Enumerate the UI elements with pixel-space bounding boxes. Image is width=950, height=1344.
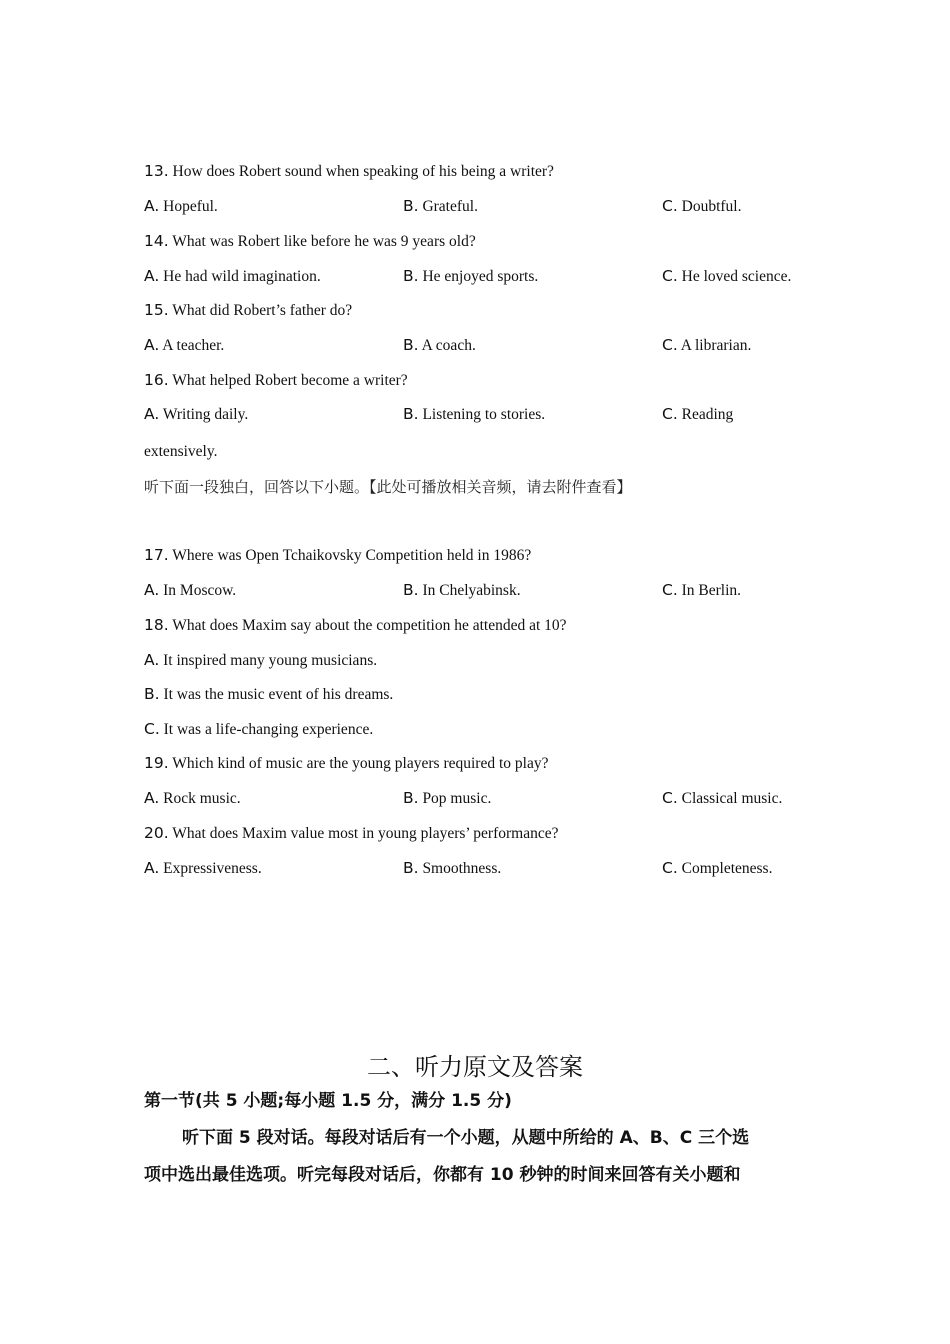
listening-instruction: 听下面一段独白，回答以下小题。【此处可播放相关音频，请去附件查看】 <box>144 478 632 496</box>
option-c <box>662 265 791 288</box>
question-number: 18. <box>144 616 169 634</box>
option-text: It was the music event of his dreams. <box>163 686 394 703</box>
option-text: Classical music. <box>681 790 783 807</box>
option-label: A. <box>144 651 160 669</box>
option-a <box>144 857 262 880</box>
option-label: B. <box>403 336 419 354</box>
option-label: B. <box>403 197 419 215</box>
option-c-continuation: extensively. <box>144 443 218 460</box>
question-text: What does Maxim say about the competition he attended at 10? <box>172 617 567 634</box>
option-text: A coach. <box>421 337 476 354</box>
option-b <box>403 334 476 357</box>
question-20 <box>144 822 559 845</box>
question-19 <box>144 752 548 775</box>
option-label: C. <box>662 267 678 285</box>
option-label: A. <box>144 336 160 354</box>
option-label: C. <box>662 197 678 215</box>
option-text: He loved science. <box>681 268 792 285</box>
option-c <box>662 787 782 810</box>
option-text: A teacher. <box>162 337 225 354</box>
option-text: It inspired many young musicians. <box>163 652 378 669</box>
question-15 <box>144 299 352 322</box>
option-text: He had wild imagination. <box>163 268 321 285</box>
option-label: B. <box>403 789 419 807</box>
option-text: Rock music. <box>163 790 241 807</box>
question-number: 14. <box>144 232 169 250</box>
option-b <box>144 683 393 706</box>
option-text: Completeness. <box>681 860 773 877</box>
option-text: He enjoyed sports. <box>422 268 539 285</box>
question-13 <box>144 160 554 183</box>
question-text: What helped Robert become a writer? <box>172 372 408 389</box>
option-text: Grateful. <box>422 198 478 215</box>
question-number: 19. <box>144 754 169 772</box>
question-16 <box>144 369 408 392</box>
option-text: A librarian. <box>680 337 752 354</box>
option-text: It was a life-changing experience. <box>163 721 374 738</box>
section-subheading: 第一节(共 5 小题;每小题 1.5 分，满分 1.5 分) <box>144 1091 512 1111</box>
section-heading: 二、听力原文及答案 <box>367 1053 583 1081</box>
option-b <box>403 265 538 288</box>
option-a <box>144 265 321 288</box>
paragraph-line-2: 项中选出最佳选项。听完每段对话后，你都有 10 秒钟的时间来回答有关小题和 <box>144 1165 741 1185</box>
option-c <box>662 334 751 357</box>
option-a <box>144 334 224 357</box>
option-label: C. <box>144 720 160 738</box>
question-14 <box>144 230 476 253</box>
option-label: C. <box>662 336 678 354</box>
option-text: In Chelyabinsk. <box>422 582 521 599</box>
option-label: C. <box>662 789 678 807</box>
option-label: A. <box>144 581 160 599</box>
option-label: A. <box>144 859 160 877</box>
option-c <box>144 718 373 741</box>
question-number: 20. <box>144 824 169 842</box>
option-text: Listening to stories. <box>422 406 546 423</box>
option-text: Pop music. <box>422 790 492 807</box>
option-text: Doubtful. <box>681 198 742 215</box>
option-text: Smoothness. <box>422 860 502 877</box>
option-label: B. <box>403 581 419 599</box>
option-c <box>662 403 733 426</box>
question-text: How does Robert sound when speaking of his being a writer? <box>172 163 554 180</box>
option-b <box>403 857 501 880</box>
option-b <box>403 787 491 810</box>
option-a <box>144 579 236 602</box>
option-label: A. <box>144 267 160 285</box>
option-label: B. <box>403 405 419 423</box>
option-c <box>662 857 772 880</box>
option-text: In Berlin. <box>681 582 742 599</box>
option-b <box>403 403 545 426</box>
question-number: 16. <box>144 371 169 389</box>
question-number: 13. <box>144 162 169 180</box>
option-text: Writing daily. <box>162 406 249 423</box>
option-text: Hopeful. <box>163 198 218 215</box>
option-label: B. <box>144 685 160 703</box>
question-number: 15. <box>144 301 169 319</box>
option-label: A. <box>144 197 160 215</box>
option-a <box>144 403 248 426</box>
option-a <box>144 787 241 810</box>
question-18 <box>144 614 567 637</box>
option-label: C. <box>662 405 678 423</box>
option-b <box>403 579 521 602</box>
option-a <box>144 649 377 672</box>
option-c <box>662 195 741 218</box>
option-text: Expressiveness. <box>163 860 262 877</box>
question-text: What does Maxim value most in young players’ performance? <box>172 825 559 842</box>
question-number: 17. <box>144 546 169 564</box>
option-b <box>403 195 478 218</box>
option-text: Reading <box>681 406 734 423</box>
option-label: C. <box>662 859 678 877</box>
option-label: B. <box>403 859 419 877</box>
option-label: A. <box>144 405 160 423</box>
question-text: What did Robert’s father do? <box>172 302 353 319</box>
option-text: In Moscow. <box>163 582 237 599</box>
option-a <box>144 195 218 218</box>
question-text: Which kind of music are the young players required to play? <box>172 755 549 772</box>
question-text: What was Robert like before he was 9 years old? <box>172 233 476 250</box>
question-text: Where was Open Tchaikovsky Competition held in 1986? <box>172 547 532 564</box>
question-17 <box>144 544 531 567</box>
option-label: B. <box>403 267 419 285</box>
option-label: C. <box>662 581 678 599</box>
option-label: A. <box>144 789 160 807</box>
option-c <box>662 579 741 602</box>
paragraph-line-1: 听下面 5 段对话。每段对话后有一个小题，从题中所给的 A、B、C 三个选 <box>182 1128 750 1148</box>
